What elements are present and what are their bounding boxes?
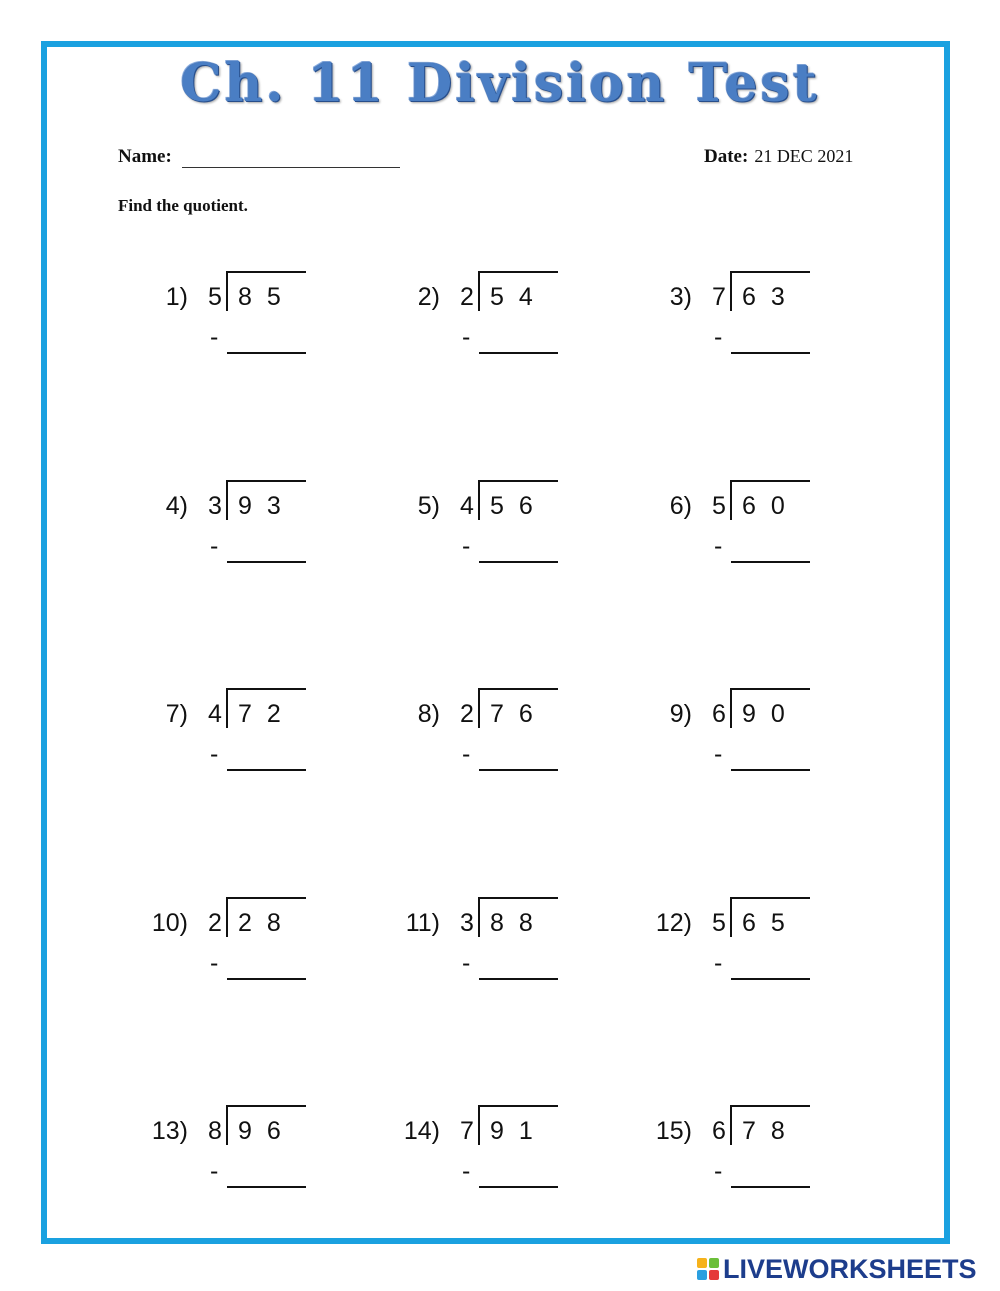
minus-sign: - xyxy=(714,740,723,768)
divisor: 5 xyxy=(208,283,222,311)
problem-number: 8) xyxy=(417,700,440,728)
answer-line[interactable] xyxy=(227,561,306,563)
answer-line[interactable] xyxy=(227,1186,306,1188)
name-label: Name: xyxy=(118,146,172,167)
minus-sign: - xyxy=(210,740,219,768)
name-input-line[interactable] xyxy=(182,149,400,168)
divisor: 4 xyxy=(460,492,474,520)
problem-number: 2) xyxy=(417,283,440,311)
division-problem xyxy=(100,482,300,592)
minus-sign: - xyxy=(210,1157,219,1185)
minus-sign: - xyxy=(210,323,219,351)
dividend: 78 xyxy=(742,1117,800,1145)
logo-cube xyxy=(697,1270,707,1280)
minus-sign: - xyxy=(210,949,219,977)
logo-cube xyxy=(709,1270,719,1280)
divisor: 8 xyxy=(208,1117,222,1145)
division-problem xyxy=(604,273,804,383)
dividend: 90 xyxy=(742,700,800,728)
answer-line[interactable] xyxy=(731,561,810,563)
divisor: 2 xyxy=(460,283,474,311)
liveworksheets-cubes-icon xyxy=(697,1258,719,1280)
dividend: 72 xyxy=(238,700,296,728)
problem-number: 3) xyxy=(669,283,692,311)
dividend: 96 xyxy=(238,1117,296,1145)
dividend: 63 xyxy=(742,283,800,311)
answer-line[interactable] xyxy=(479,352,558,354)
problem-number: 6) xyxy=(669,492,692,520)
problem-number: 14) xyxy=(403,1117,440,1145)
logo-cube xyxy=(697,1258,707,1268)
problem-number: 13) xyxy=(151,1117,188,1145)
problem-number: 15) xyxy=(655,1117,692,1145)
date-label: Date: xyxy=(704,146,749,167)
division-problem xyxy=(352,690,552,800)
minus-sign: - xyxy=(714,532,723,560)
dividend: 28 xyxy=(238,909,296,937)
minus-sign: - xyxy=(714,1157,723,1185)
logo-text: LIVEWORKSHEETS xyxy=(723,1253,977,1284)
division-problem xyxy=(604,899,804,1009)
division-problem xyxy=(100,690,300,800)
dividend: 93 xyxy=(238,492,296,520)
page-border xyxy=(41,41,950,1244)
dividend: 60 xyxy=(742,492,800,520)
answer-line[interactable] xyxy=(227,352,306,354)
dividend: 91 xyxy=(490,1117,548,1145)
answer-line[interactable] xyxy=(479,978,558,980)
page-title: Ch. 11 Division Test xyxy=(180,53,820,114)
liveworksheets-logo xyxy=(697,1252,977,1286)
divisor: 3 xyxy=(208,492,222,520)
answer-line[interactable] xyxy=(731,978,810,980)
dividend: 88 xyxy=(490,909,548,937)
problem-number: 7) xyxy=(165,700,188,728)
answer-line[interactable] xyxy=(227,769,306,771)
divisor: 6 xyxy=(712,700,726,728)
answer-line[interactable] xyxy=(731,1186,810,1188)
division-problem xyxy=(352,899,552,1009)
division-problem xyxy=(100,273,300,383)
dividend: 54 xyxy=(490,283,548,311)
date-field xyxy=(704,146,853,168)
problem-number: 4) xyxy=(165,492,188,520)
name-field xyxy=(118,146,400,168)
division-problem xyxy=(100,899,300,1009)
divisor: 2 xyxy=(460,700,474,728)
answer-line[interactable] xyxy=(479,1186,558,1188)
divisor: 7 xyxy=(460,1117,474,1145)
minus-sign: - xyxy=(462,949,471,977)
minus-sign: - xyxy=(462,740,471,768)
problem-number: 9) xyxy=(669,700,692,728)
problem-number: 10) xyxy=(151,909,188,937)
division-problem xyxy=(604,482,804,592)
divisor: 3 xyxy=(460,909,474,937)
dividend: 76 xyxy=(490,700,548,728)
division-problem xyxy=(100,1107,300,1217)
problem-number: 5) xyxy=(417,492,440,520)
division-problem xyxy=(352,1107,552,1217)
problem-number: 1) xyxy=(165,283,188,311)
divisor: 2 xyxy=(208,909,222,937)
answer-line[interactable] xyxy=(479,769,558,771)
division-problem xyxy=(352,273,552,383)
division-problem xyxy=(604,690,804,800)
divisor: 5 xyxy=(712,909,726,937)
answer-line[interactable] xyxy=(479,561,558,563)
instructions: Find the quotient. xyxy=(118,196,248,215)
division-problem xyxy=(352,482,552,592)
problem-number: 11) xyxy=(405,909,440,937)
minus-sign: - xyxy=(714,949,723,977)
minus-sign: - xyxy=(462,1157,471,1185)
minus-sign: - xyxy=(462,532,471,560)
dividend: 56 xyxy=(490,492,548,520)
divisor: 6 xyxy=(712,1117,726,1145)
answer-line[interactable] xyxy=(731,769,810,771)
minus-sign: - xyxy=(714,323,723,351)
divisor: 4 xyxy=(208,700,222,728)
divisor: 5 xyxy=(712,492,726,520)
minus-sign: - xyxy=(210,532,219,560)
dividend: 85 xyxy=(238,283,296,311)
division-problem xyxy=(604,1107,804,1217)
logo-cube xyxy=(709,1258,719,1268)
divisor: 7 xyxy=(712,283,726,311)
answer-line[interactable] xyxy=(227,978,306,980)
date-value: 21 DEC 2021 xyxy=(754,146,854,166)
problem-number: 12) xyxy=(655,909,692,937)
minus-sign: - xyxy=(462,323,471,351)
answer-line[interactable] xyxy=(731,352,810,354)
dividend: 65 xyxy=(742,909,800,937)
